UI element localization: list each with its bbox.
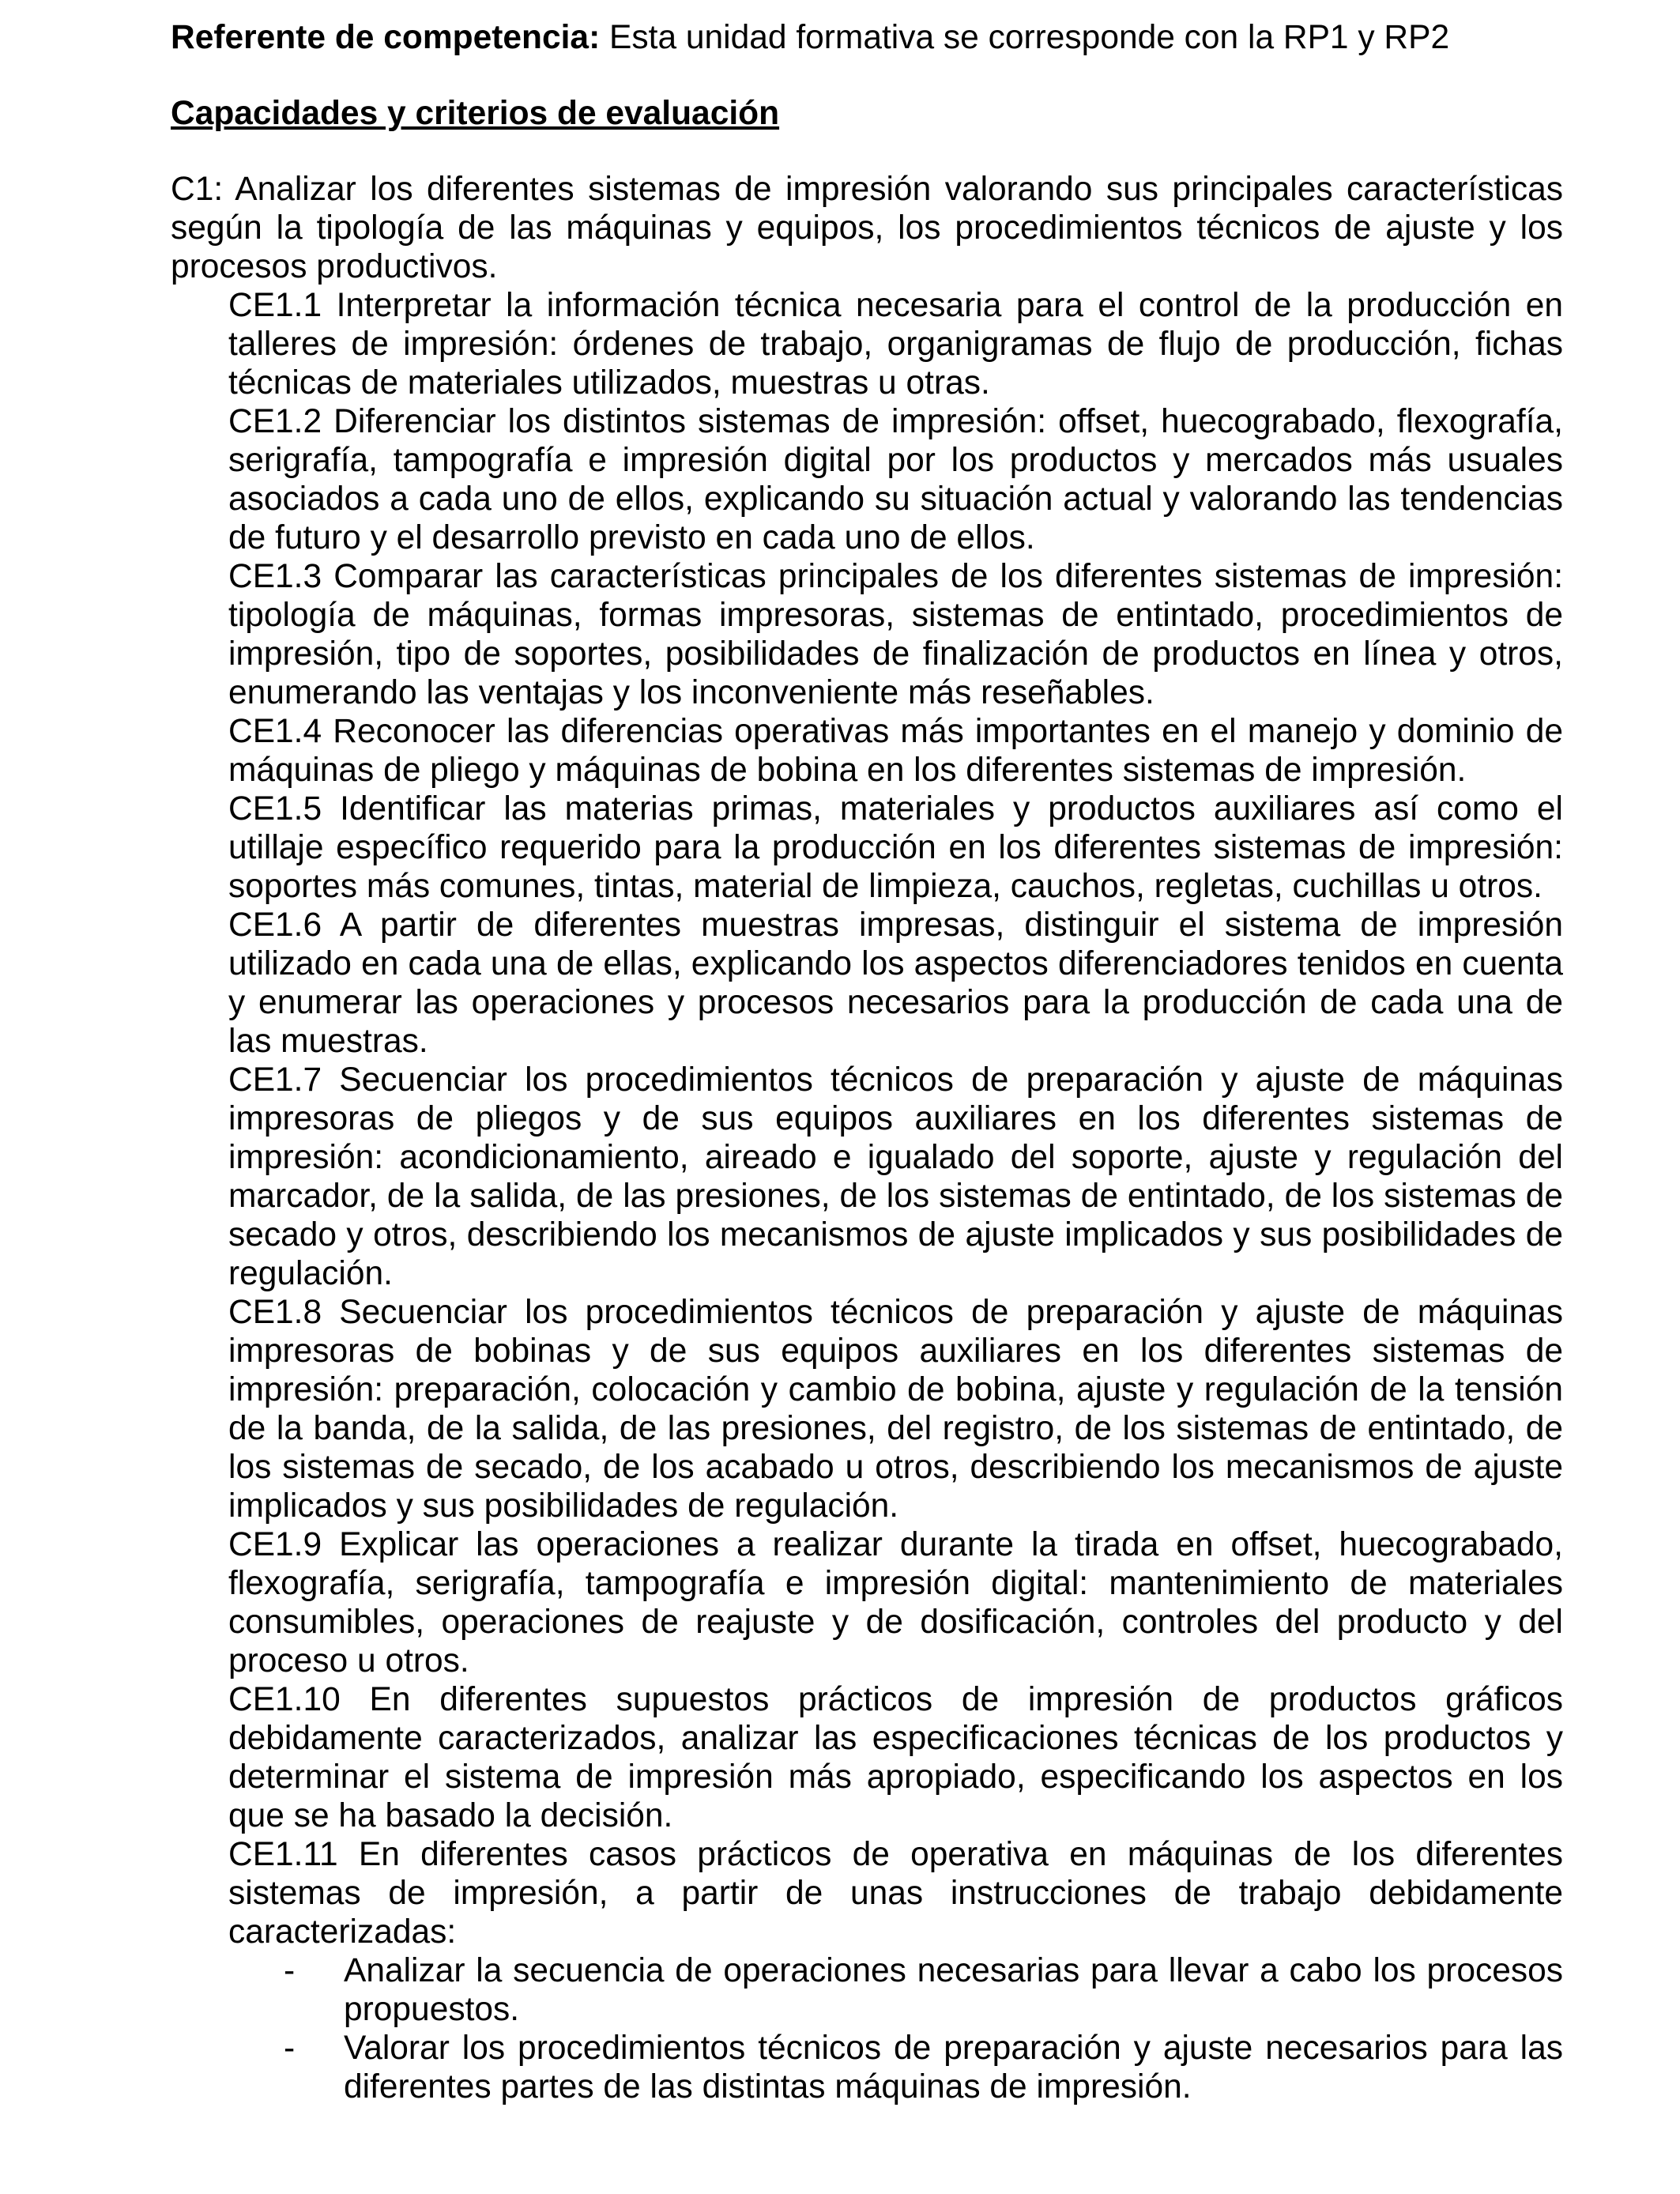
criterion-ce1-9: CE1.9 Explicar las operaciones a realizar durante la tirada en offset, huecograbado, flexografía, serigrafía, tampografía e impresión digital: mantenimiento de materiales consumibles, operaciones de reajuste y de dosificación, controles del producto y del proceso u otros. [228, 1526, 1563, 1679]
criterion-ce1-8: CE1.8 Secuenciar los procedimientos técnicos de preparación y ajuste de máquinas impresoras de bobinas y de sus equipos auxiliares en los diferentes sistemas de impresión: preparación, colocación y cambio de bobina, ajuste y regulación de la tensión de la banda, de la salida, de las presiones, del registro, de los sistemas de entintado, de los sistemas de secado, de los acabado u otros, describiendo los mecanismos de ajuste implicados y sus posibilidades de regulación. [228, 1294, 1563, 1525]
dash-bullet: - [284, 1952, 296, 1989]
subitem-list [284, 1951, 1563, 2106]
subitem [284, 2029, 1563, 2106]
criterion-ce1-2: CE1.2 Diferenciar los distintos sistemas de impresión: offset, huecograbado, flexografía, serigrafía, tampografía e impresión digital por los productos y mercados más usuales asociados a cada uno de ellos, explicando su situación actual y valorando las tendencias de futuro y el desarrollo previsto en cada uno de ellos. [228, 403, 1563, 556]
capacity-c1: C1: Analizar los diferentes sistemas de impresión valorando sus principales características según la tipología de las máquinas y equipos, los procedimientos técnicos de ajuste y los procesos productivos. [171, 171, 1563, 285]
subitem-text: Analizar la secuencia de operaciones necesarias para llevar a cabo los procesos propuestos. [344, 1952, 1563, 2028]
section-title: Capacidades y criterios de evaluación [171, 95, 780, 132]
competency-reference-text: Esta unidad formativa se corresponde con la RP1 y RP2 [600, 19, 1450, 56]
criterion-ce1-3: CE1.3 Comparar las características principales de los diferentes sistemas de impresión: tipología de máquinas, formas impresoras, sistemas de entintado, procedimientos de impresión, tipo de soportes, posibilidades de finalización de productos en línea y otros, enumerando las ventajas y los inconveniente más reseñables. [228, 558, 1563, 711]
criterion-ce1-7: CE1.7 Secuenciar los procedimientos técnicos de preparación y ajuste de máquinas impresoras de pliegos y de sus equipos auxiliares en los diferentes sistemas de impresión: acondicionamiento, aireado e igualado del soporte, ajuste y regulación del marcador, de la salida, de las presiones, de los sistemas de entintado, de los sistemas de secado y otros, describiendo los mecanismos de ajuste implicados y sus posibilidades de regulación. [228, 1061, 1563, 1292]
dash-bullet: - [284, 2030, 296, 2067]
subitem [284, 1951, 1563, 2029]
criterion-ce1-5: CE1.5 Identificar las materias primas, materiales y productos auxiliares así como el utillaje específico requerido para la producción en los diferentes sistemas de impresión: soportes más comunes, tintas, material de limpieza, cauchos, regletas, cuchillas u otros. [228, 790, 1563, 905]
subitem-text: Valorar los procedimientos técnicos de preparación y ajuste necesarios para las diferentes partes de las distintas máquinas de impresión. [344, 2030, 1563, 2105]
document-page [171, 18, 1563, 2106]
criterion-ce1-4: CE1.4 Reconocer las diferencias operativas más importantes en el manejo y dominio de máquinas de pliego y máquinas de bobina en los diferentes sistemas de impresión. [228, 713, 1563, 789]
criterion-ce1-6: CE1.6 A partir de diferentes muestras impresas, distinguir el sistema de impresión utilizado en cada una de ellas, explicando los aspectos diferenciadores tenidos en cuenta y enumerar las operaciones y procesos necesarios para la producción de cada una de las muestras. [228, 907, 1563, 1060]
competency-reference [171, 18, 1563, 57]
criteria-list [228, 286, 1563, 2106]
criterion-ce1-1: CE1.1 Interpretar la información técnica necesaria para el control de la producción en talleres de impresión: órdenes de trabajo, organigramas de flujo de producción, fichas técnicas de materiales utilizados, muestras u otras. [228, 287, 1563, 401]
criterion-ce1-11: CE1.11 En diferentes casos prácticos de operativa en máquinas de los diferentes sistemas de impresión, a partir de unas instrucciones de trabajo debidamente caracterizadas: [228, 1836, 1563, 1951]
criterion-ce1-10: CE1.10 En diferentes supuestos prácticos de impresión de productos gráficos debidamente caracterizados, analizar las especificaciones técnicas de los productos y determinar el sistema de impresión más apropiado, especificando los aspectos en los que se ha basado la decisión. [228, 1681, 1563, 1834]
criterion-ce1-11-subitems [228, 1951, 1563, 2106]
competency-reference-label: Referente de competencia: [171, 19, 601, 56]
